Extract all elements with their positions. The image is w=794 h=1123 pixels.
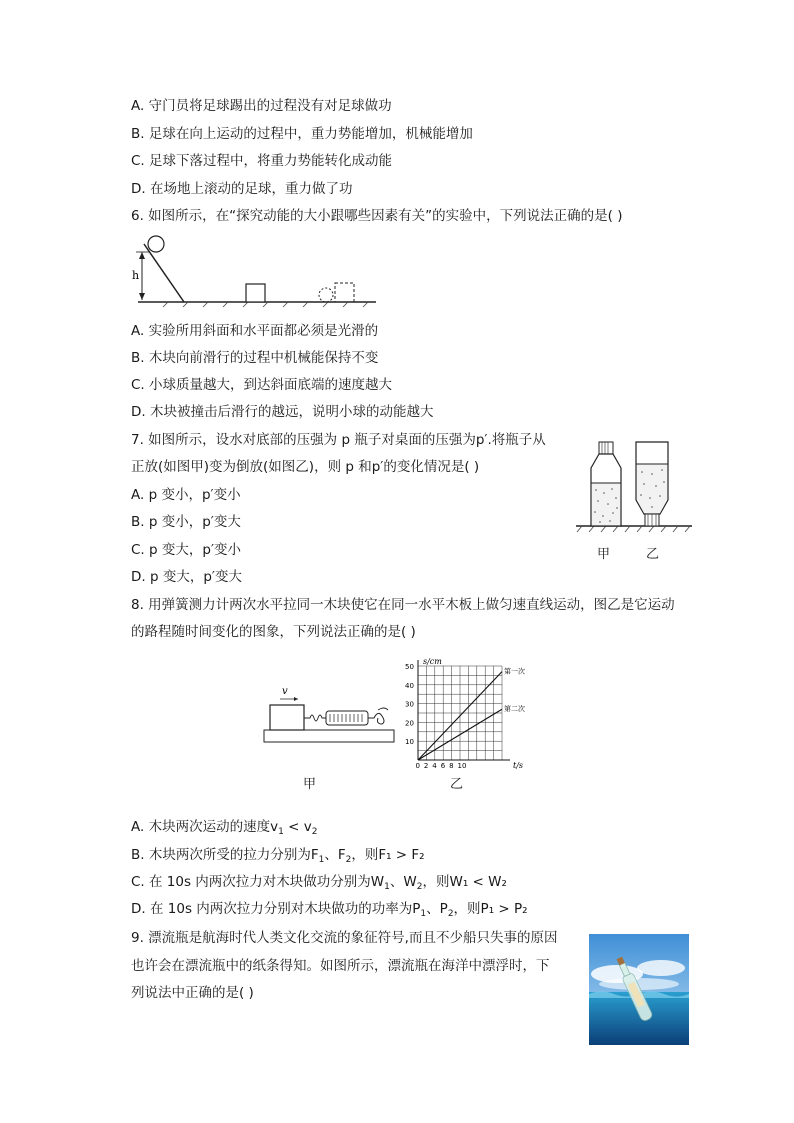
chart-y-tick-label: 50 xyxy=(405,663,414,671)
q9-stem-line1: 9. 漂流瓶是航海时代人类文化交流的象征符号,而且不少船只失事的原因 xyxy=(131,930,558,946)
chart-y-tick-label: 20 xyxy=(405,719,414,728)
q6-option-a: A. 实验所用斜面和水平面都必须是光滑的 xyxy=(131,323,379,339)
q6-stem: 6. 如图所示，在“探究动能的大小跟哪些因素有关”的实验中，下列说法正确的是( ) xyxy=(131,208,623,224)
q5-option-c: C. 足球下落过程中，将重力势能转化成动能 xyxy=(131,153,393,169)
q8-option-b: B. 木块两次所受的拉力分别为$F_1$、$F_2$，则F₁ > F₂ xyxy=(131,847,425,865)
q9-stem-line2: 也许会在漂流瓶中的纸条得知。如图所示，漂流瓶在海洋中漂浮时，下 xyxy=(131,958,550,974)
q7-option-b: B. p 变小，p′变大 xyxy=(131,514,241,530)
q8-option-c: C. 在 10s 内两次拉力对木块做功分别为$W_1$、$W_2$，则W₁ < W₂ xyxy=(131,874,507,892)
q7-caption-jia: 甲 xyxy=(597,547,611,562)
chart-series-label-second: 第二次 xyxy=(504,705,525,714)
q8-option-a: A. 木块两次运动的速度$v_1 < v_2$ xyxy=(131,819,318,837)
q9-stem-line3: 列说法中正确的是( ) xyxy=(131,985,254,1001)
q8-velocity-label: v xyxy=(282,686,288,697)
chart-y-axis-label: s/cm xyxy=(423,657,442,666)
chart-series-label-first: 第一次 xyxy=(504,667,525,676)
chart-y-tick-label: 40 xyxy=(405,681,414,690)
q6-option-b: B. 木块向前滑行的过程中机械能保持不变 xyxy=(131,350,379,366)
chart-x-tick-label: 10 xyxy=(457,762,467,770)
q8-distance-time-chart xyxy=(398,656,538,771)
q6-ramp-figure xyxy=(128,234,383,309)
chart-y-tick-label: 10 xyxy=(405,738,414,747)
q8-caption-yi: 乙 xyxy=(450,777,464,792)
chart-x-tick-label: 4 xyxy=(432,762,437,770)
q5-option-b: B. 足球在向上运动的过程中，重力势能增加，机械能增加 xyxy=(131,126,473,142)
q6-height-label: h xyxy=(132,269,140,282)
wood-block xyxy=(246,284,265,302)
q6-option-c: C. 小球质量越大，到达斜面底端的速度越大 xyxy=(131,377,393,393)
q7-bottles-figure xyxy=(574,438,694,538)
chart-x-tick-label: 6 xyxy=(440,762,446,770)
q8-spring-scale-figure xyxy=(260,680,400,750)
q5-option-a: A. 守门员将足球踢出的过程没有对足球做功 xyxy=(131,98,392,114)
chart-x-tick-label: 0 xyxy=(415,762,420,770)
q7-option-c: C. p 变大，p′变小 xyxy=(131,542,242,558)
q7-stem-line1: 7. 如图所示，设水对底部的压强为 p 瓶子对桌面的压强为p′.将瓶子从 xyxy=(131,432,546,448)
chart-y-tick-label: 30 xyxy=(405,700,414,709)
q7-caption-yi: 乙 xyxy=(646,547,660,562)
q7-option-d: D. p 变大，p′变大 xyxy=(131,569,242,585)
q7-option-a: A. p 变小，p′变小 xyxy=(131,487,241,503)
chart-x-tick-label: 8 xyxy=(449,762,454,770)
q8-caption-jia: 甲 xyxy=(303,777,317,792)
q6-option-d: D. 木块被撞击后滑行的越远，说明小球的动能越大 xyxy=(131,404,434,420)
q8-option-d: D. 在 10s 内两次拉力分别对木块做功的功率为$P_1$、$P_2$，则P₁ > P₂ xyxy=(131,901,528,919)
chart-x-tick-label: 2 xyxy=(423,762,429,770)
q8-stem-line1: 8. 用弹簧测力计两次水平拉同一木块使它在同一水平木板上做匀速直线运动，图乙是它运动 xyxy=(131,597,675,613)
q9-bottle-in-sea-photo xyxy=(589,934,689,1045)
q8-stem-line2: 的路程随时间变化的图象，下列说法正确的是( ) xyxy=(131,624,416,640)
q5-option-d: D. 在场地上滚动的足球，重力做了功 xyxy=(131,181,353,197)
chart-x-axis-label: t/s xyxy=(513,761,524,770)
q7-stem-line2: 正放(如图甲)变为倒放(如图乙)，则 p 和p′的变化情况是( ) xyxy=(131,459,480,475)
